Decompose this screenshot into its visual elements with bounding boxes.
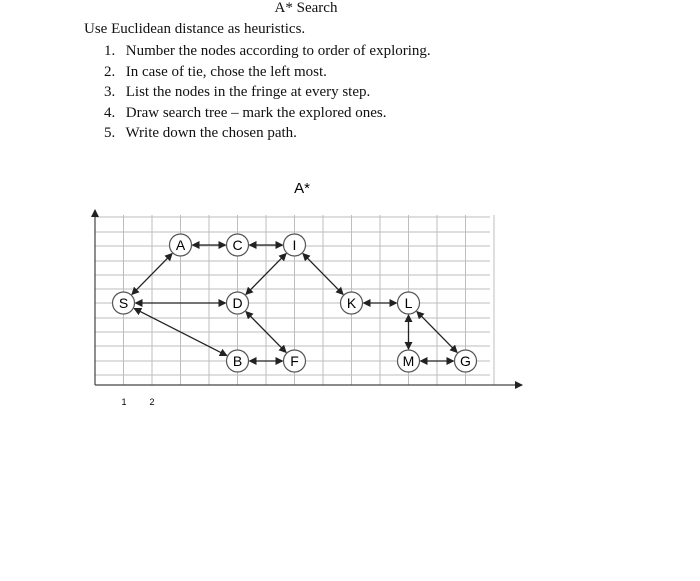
node-b [227, 350, 249, 372]
instruction-number: 3. [104, 84, 116, 100]
node-label: F [290, 353, 299, 369]
node-s [113, 292, 135, 314]
axes [95, 210, 522, 407]
page-title: A* Search [274, 0, 338, 16]
node-label: C [232, 237, 243, 253]
node-label: K [346, 295, 357, 311]
node-label: D [232, 295, 243, 311]
node-label: A [175, 237, 186, 253]
x-tick-label: 1 [121, 397, 127, 407]
x-tick-label: 2 [149, 397, 155, 407]
instruction-text: In case of tie, chose the left most. [125, 63, 327, 80]
instruction-number: 5. [104, 125, 116, 141]
instruction-text: List the nodes in the fringe at every step. [125, 84, 371, 100]
node-c [227, 234, 249, 256]
node-label: B [232, 353, 243, 369]
intro-text: Use Euclidean distance as heuristics. [84, 21, 306, 37]
node-m [398, 350, 420, 372]
instruction-number: 4. [104, 104, 116, 121]
node-i [284, 234, 306, 256]
node-d [227, 292, 249, 314]
node-label: S [118, 295, 129, 311]
node-k [341, 292, 363, 314]
node-a [170, 234, 192, 256]
node-label: I [292, 237, 297, 253]
node-label: L [404, 295, 413, 311]
node-label: G [460, 353, 471, 369]
instruction-text: Number the nodes according to order of exploring. [125, 43, 431, 59]
node-g [455, 350, 477, 372]
instruction-number: 2. [104, 63, 116, 80]
instruction-text: Write down the chosen path. [125, 125, 297, 141]
diagram-title: A* [294, 180, 310, 197]
node-f [284, 350, 306, 372]
node-l [398, 292, 420, 314]
instruction-number: 1. [104, 43, 116, 59]
node-label: M [402, 353, 415, 369]
instruction-text: Draw search tree – mark the explored ones. [125, 104, 387, 121]
